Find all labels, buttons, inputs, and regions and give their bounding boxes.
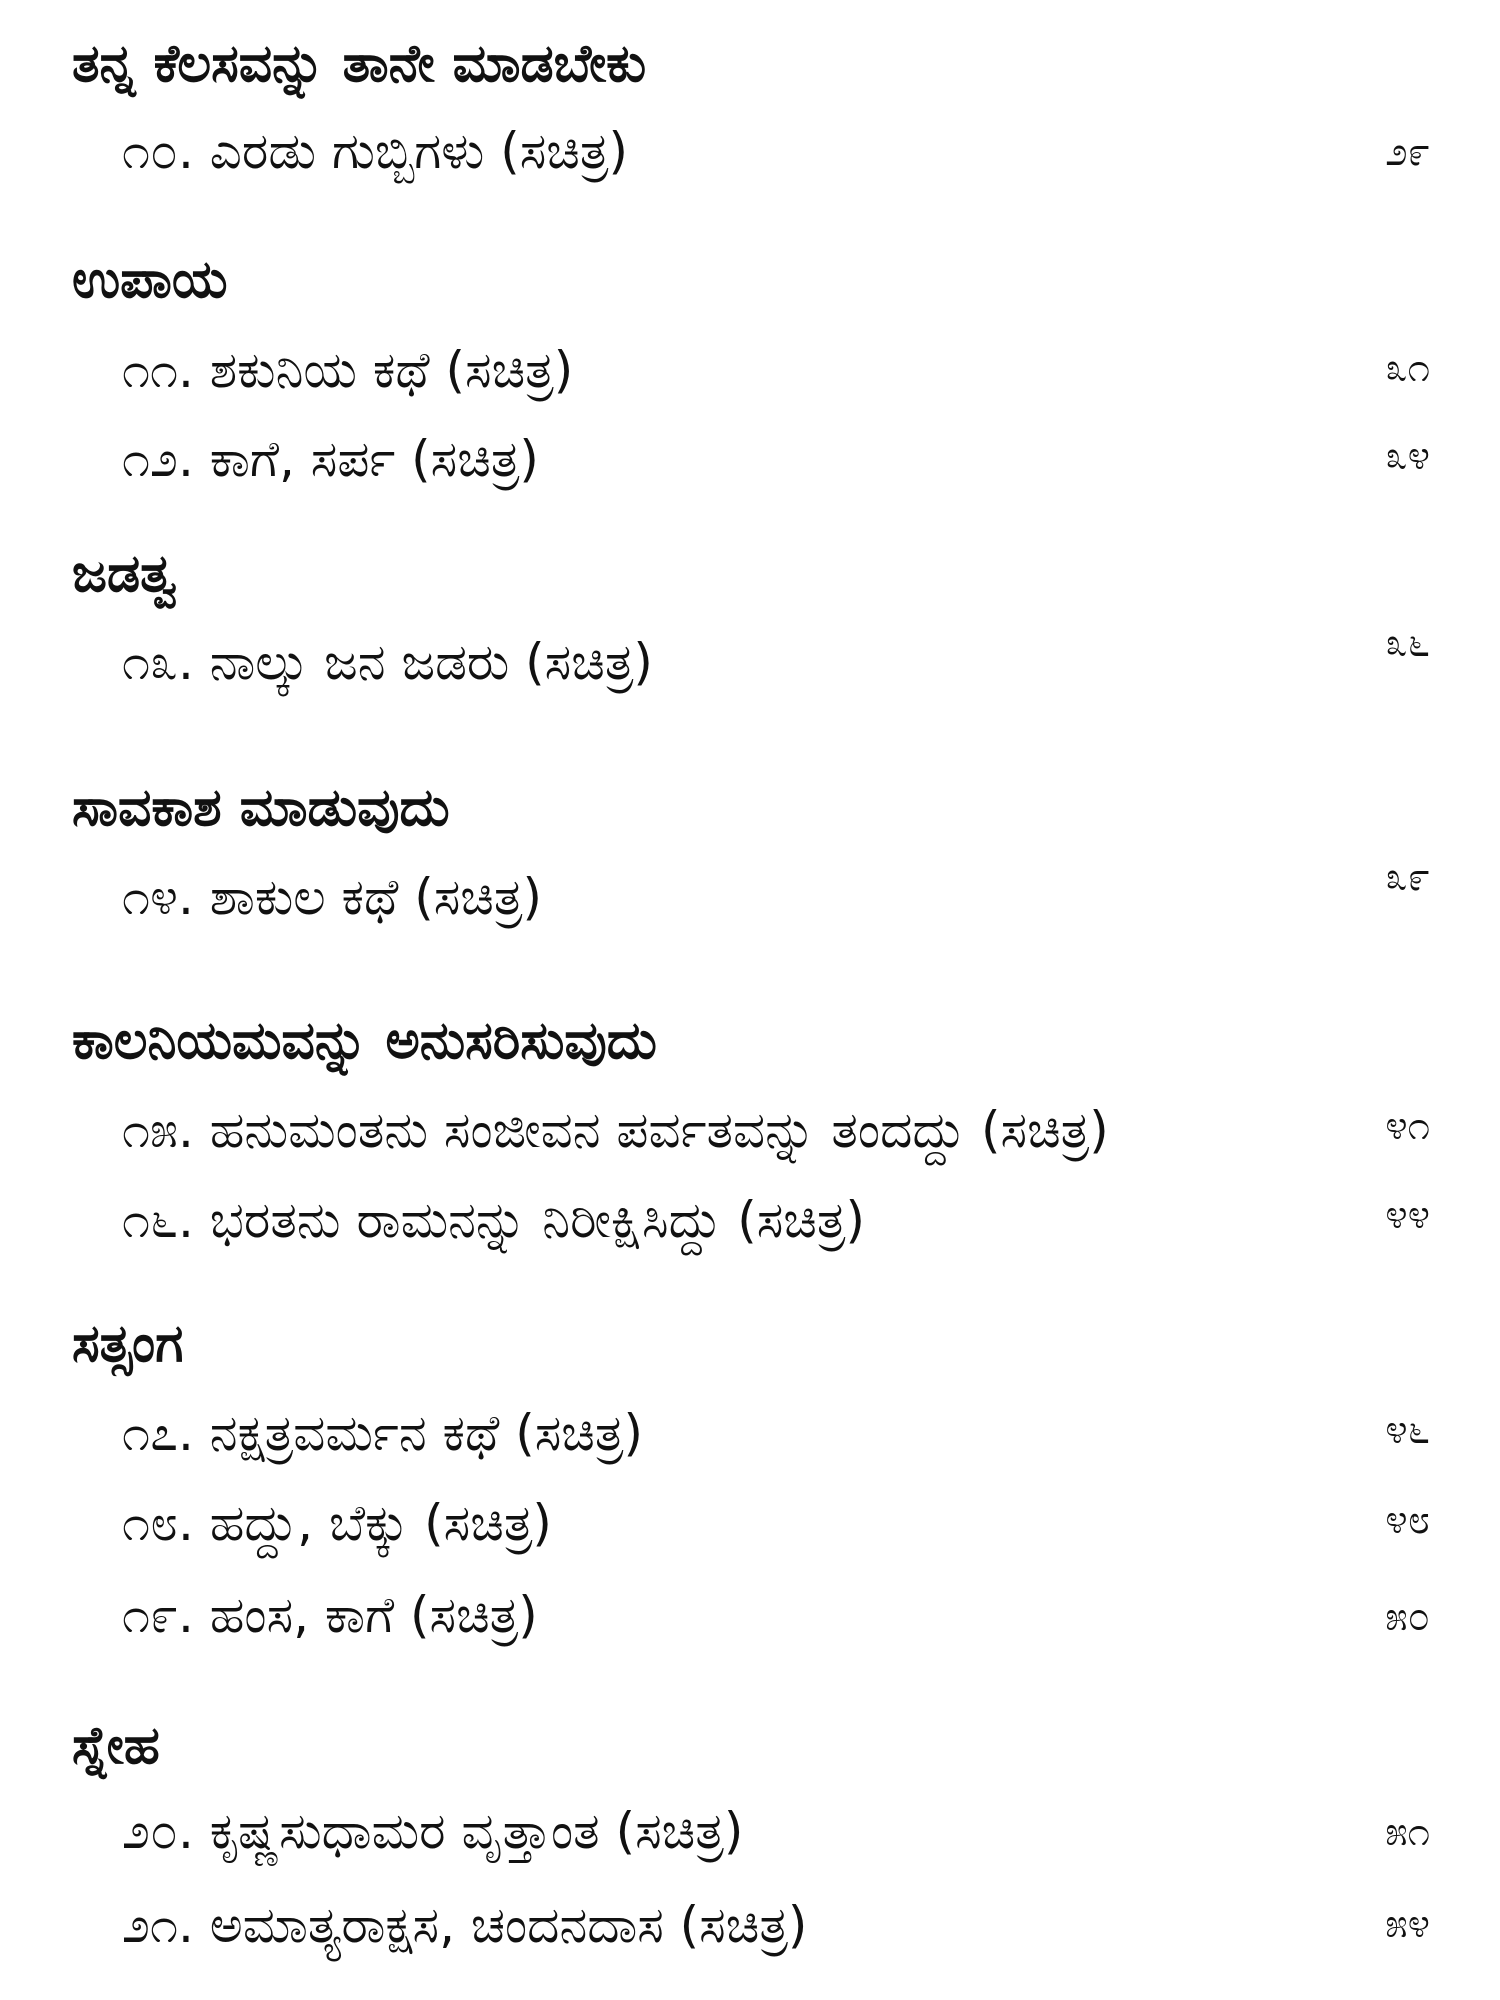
entry-page-number: ೨೯ bbox=[1385, 129, 1430, 175]
section-heading: ಸ್ನೇಹ bbox=[72, 1716, 160, 1776]
section-heading: ತನ್ನ ಕೆಲಸವನ್ನು ತಾನೇ ಮಾಡಬೇಕು bbox=[72, 34, 647, 94]
entry-page-number: ೫೧ bbox=[1385, 1809, 1430, 1855]
entry-title: ೧೧. ಶಕುನಿಯ ಕಥೆ (ಸಚಿತ್ರ) bbox=[122, 341, 574, 399]
entry-title: ೨೦. ಕೃಷ್ಣಸುಧಾಮರ ವೃತ್ತಾಂತ (ಸಚಿತ್ರ) bbox=[122, 1802, 744, 1860]
entry-page-number: ೩೯ bbox=[1385, 854, 1430, 900]
entry-title: ೧೦. ಎರಡು ಗುಬ್ಬಿಗಳು (ಸಚಿತ್ರ) bbox=[122, 122, 628, 180]
entry-title: ೧೭. ನಕ್ಷತ್ರವರ್ಮನ ಕಥೆ (ಸಚಿತ್ರ) bbox=[122, 1404, 643, 1462]
entry-title: ೧೩. ನಾಲ್ಕು ಜನ ಜಡರು (ಸಚಿತ್ರ) bbox=[122, 633, 653, 691]
entry-title: ೧೯. ಹಂಸ, ಕಾಗೆ (ಸಚಿತ್ರ) bbox=[122, 1586, 538, 1644]
entry-title: ೧೪. ಶಾಕುಲ ಕಥೆ (ಸಚಿತ್ರ) bbox=[122, 868, 542, 926]
entry-page-number: ೫೪ bbox=[1385, 1901, 1430, 1947]
entry-page-number: ೪೮ bbox=[1385, 1497, 1430, 1543]
entry-title: ೧೮. ಹದ್ದು, ಬೆಕ್ಕು (ಸಚಿತ್ರ) bbox=[122, 1494, 552, 1552]
section-heading: ಜಡತ್ವ bbox=[72, 544, 177, 604]
entry-page-number: ೩೬ bbox=[1385, 620, 1430, 666]
entry-page-number: ೪೧ bbox=[1385, 1103, 1430, 1149]
section-heading: ಸತ್ಸಂಗ bbox=[72, 1314, 184, 1374]
section-heading: ಸಾವಕಾಶ ಮಾಡುವುದು bbox=[72, 778, 450, 838]
entry-page-number: ೪೬ bbox=[1385, 1407, 1430, 1453]
entry-page-number: ೩೪ bbox=[1385, 433, 1430, 479]
entry-title: ೨೧. ಅಮಾತ್ಯರಾಕ್ಷಸ, ಚಂದನದಾಸ (ಸಚಿತ್ರ) bbox=[122, 1896, 808, 1954]
entry-title: ೧೬. ಭರತನು ರಾಮನನ್ನು ನಿರೀಕ್ಷಿಸಿದ್ದು (ಸಚಿತ್ರ) bbox=[122, 1191, 865, 1249]
entry-title: ೧೫. ಹನುಮಂತನು ಸಂಜೀವನ ಪರ್ವತವನ್ನು ತಂದದ್ದು (ಸಚಿತ್ರ) bbox=[122, 1101, 1109, 1159]
entry-page-number: ೪೪ bbox=[1385, 1192, 1430, 1238]
entry-title: ೧೨. ಕಾಗೆ, ಸರ್ಪ (ಸಚಿತ್ರ) bbox=[122, 430, 539, 488]
entry-page-number: ೫೦ bbox=[1385, 1594, 1430, 1640]
section-heading: ಕಾಲನಿಯಮವನ್ನು ಅನುಸರಿಸುವುದು bbox=[72, 1011, 657, 1071]
entry-page-number: ೩೧ bbox=[1385, 345, 1430, 391]
section-heading: ಉಪಾಯ bbox=[72, 250, 228, 310]
